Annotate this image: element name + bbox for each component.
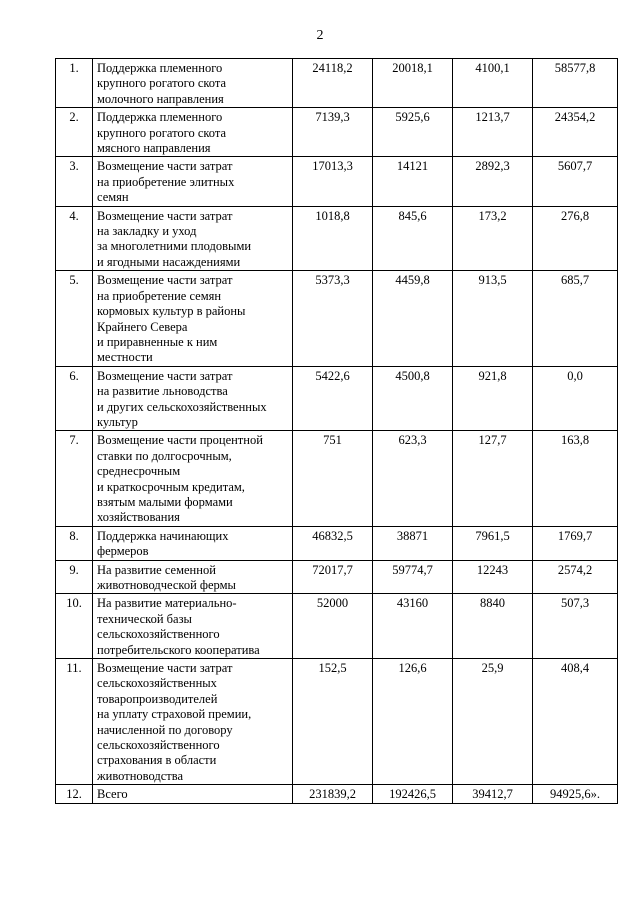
subsidy-table [55, 58, 618, 804]
row-name: Поддержка племенного крупного рогатого скота мясного направления [93, 108, 293, 157]
row-value-4: 1769,7 [533, 526, 618, 560]
row-value-4: 163,8 [533, 431, 618, 526]
row-value-2: 126,6 [373, 659, 453, 785]
row-value-2: 38871 [373, 526, 453, 560]
row-name: Возмещение части затрат сельскохозяйственных товаропроизводителей на уплату страховой премии, начисленной по договору сельскохозяйственного страхования в области животноводства [93, 659, 293, 785]
row-value-3: 921,8 [453, 366, 533, 431]
row-value-1: 7139,3 [293, 108, 373, 157]
row-value-4: 507,3 [533, 594, 618, 659]
row-value-1: 5422,6 [293, 366, 373, 431]
row-value-1: 1018,8 [293, 206, 373, 271]
row-number: 1. [56, 59, 93, 108]
row-value-3: 39412,7 [453, 785, 533, 803]
row-value-2: 43160 [373, 594, 453, 659]
row-number: 12. [56, 785, 93, 803]
row-value-2: 192426,5 [373, 785, 453, 803]
row-value-2: 59774,7 [373, 560, 453, 594]
row-name: На развитие семенной животноводческой фермы [93, 560, 293, 594]
row-value-3: 7961,5 [453, 526, 533, 560]
table-row [56, 659, 618, 785]
row-name: Возмещение части затрат на приобретение семян кормовых культур в районы Крайнего Севера и приравненные к ним местности [93, 271, 293, 366]
row-name: Возмещение части затрат на приобретение элитных семян [93, 157, 293, 206]
row-number: 7. [56, 431, 93, 526]
row-number: 2. [56, 108, 93, 157]
table-row [56, 157, 618, 206]
table-row [56, 526, 618, 560]
row-value-3: 4100,1 [453, 59, 533, 108]
row-value-3: 173,2 [453, 206, 533, 271]
row-value-1: 17013,3 [293, 157, 373, 206]
row-value-4: 276,8 [533, 206, 618, 271]
row-value-3: 913,5 [453, 271, 533, 366]
row-number: 5. [56, 271, 93, 366]
row-value-3: 25,9 [453, 659, 533, 785]
table-row [56, 785, 618, 803]
row-value-3: 127,7 [453, 431, 533, 526]
row-number: 3. [56, 157, 93, 206]
table-row [56, 366, 618, 431]
row-value-4: 94925,6». [533, 785, 618, 803]
row-number: 6. [56, 366, 93, 431]
row-value-4: 2574,2 [533, 560, 618, 594]
row-name: Возмещение части процентной ставки по долгосрочным, среднесрочным и краткосрочным кредитам, взятым малыми формами хозяйствования [93, 431, 293, 526]
table-row [56, 594, 618, 659]
row-value-1: 46832,5 [293, 526, 373, 560]
row-number: 9. [56, 560, 93, 594]
row-number: 4. [56, 206, 93, 271]
row-value-2: 14121 [373, 157, 453, 206]
row-value-2: 623,3 [373, 431, 453, 526]
row-value-1: 52000 [293, 594, 373, 659]
table-row [56, 59, 618, 108]
table-row [56, 560, 618, 594]
table-row [56, 431, 618, 526]
row-value-1: 231839,2 [293, 785, 373, 803]
row-value-4: 58577,8 [533, 59, 618, 108]
row-value-2: 4459,8 [373, 271, 453, 366]
row-number: 11. [56, 659, 93, 785]
row-name: Поддержка племенного крупного рогатого скота молочного направления [93, 59, 293, 108]
row-value-1: 5373,3 [293, 271, 373, 366]
row-value-1: 152,5 [293, 659, 373, 785]
row-name: На развитие материально- технической базы сельскохозяйственного потребительского кооператива [93, 594, 293, 659]
row-value-1: 24118,2 [293, 59, 373, 108]
row-value-2: 5925,6 [373, 108, 453, 157]
page-number: 2 [316, 28, 324, 43]
row-value-4: 24354,2 [533, 108, 618, 157]
row-value-3: 8840 [453, 594, 533, 659]
row-number: 10. [56, 594, 93, 659]
row-name: Всего [93, 785, 293, 803]
row-value-4: 5607,7 [533, 157, 618, 206]
row-value-1: 72017,7 [293, 560, 373, 594]
table-row [56, 271, 618, 366]
row-value-4: 408,4 [533, 659, 618, 785]
row-value-2: 4500,8 [373, 366, 453, 431]
row-value-4: 685,7 [533, 271, 618, 366]
row-name: Возмещение части затрат на закладку и уход за многолетними плодовыми и ягодными насаждениями [93, 206, 293, 271]
row-name: Поддержка начинающих фермеров [93, 526, 293, 560]
row-name: Возмещение части затрат на развитие льноводства и других сельскохозяйственных культур [93, 366, 293, 431]
table-row [56, 108, 618, 157]
table-row [56, 206, 618, 271]
row-value-2: 845,6 [373, 206, 453, 271]
row-value-4: 0,0 [533, 366, 618, 431]
row-value-1: 751 [293, 431, 373, 526]
row-value-2: 20018,1 [373, 59, 453, 108]
row-number: 8. [56, 526, 93, 560]
row-value-3: 12243 [453, 560, 533, 594]
row-value-3: 1213,7 [453, 108, 533, 157]
row-value-3: 2892,3 [453, 157, 533, 206]
